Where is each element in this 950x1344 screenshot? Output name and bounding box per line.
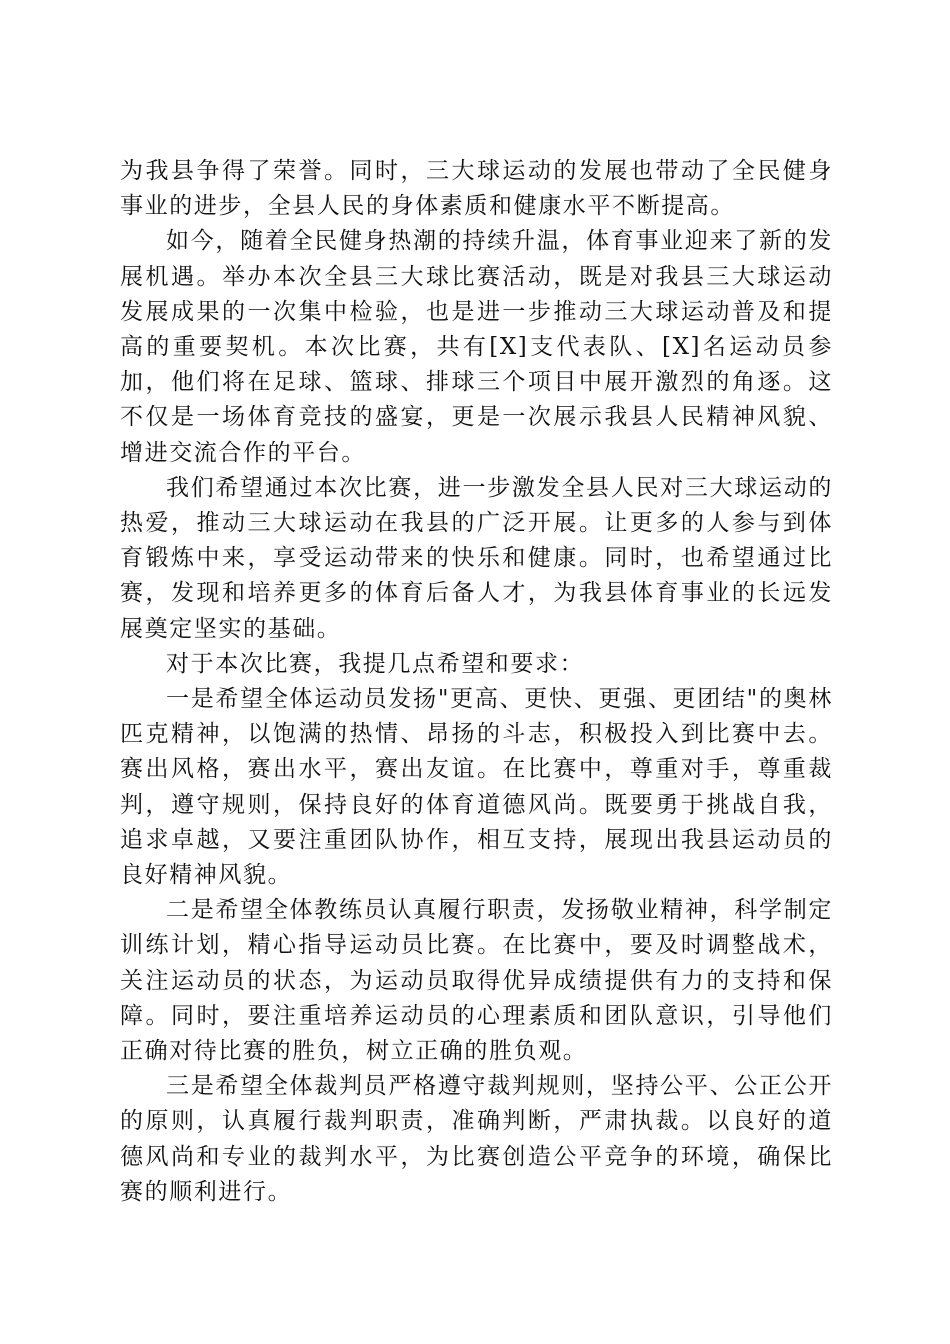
paragraph-2: 如今，随着全民健身热潮的持续升温，体育事业迎来了新的发展机遇。举办本次全县三大球比赛活动，既是对我县三大球运动发展成果的一次集中检验，也是进一步推动三大球运动普及和提高的重要契机。本次比赛，共有[X]支代表队、[X]名运动员参加，他们将在足球、篮球、排球三个项目中展开激烈的角逐。这不仅是一场体育竞技的盛宴，更是一次展示我县人民精神风貌、增进交流合作的平台。 [120, 228, 833, 466]
paragraph-1: 为我县争得了荣誉。同时，三大球运动的发展也带动了全民健身事业的进步，全县人民的身体素质和健康水平不断提高。 [120, 158, 833, 220]
paragraph-5: 一是希望全体运动员发扬"更高、更快、更强、更团结"的奥林匹克精神，以饱满的热情、昂扬的斗志，积极投入到比赛中去。赛出风格，赛出水平，赛出友谊。在比赛中，尊重对手，尊重裁判，遵守规则，保持良好的体育道德风尚。既要勇于挑战自我，追求卓越，又要注重团队协作，相互支持，展现出我县运动员的良好精神风貌。 [120, 686, 833, 889]
document-page [120, 154, 833, 1210]
paragraph-4: 对于本次比赛，我提几点希望和要求： [166, 650, 585, 677]
paragraph-6: 二是希望全体教练员认真履行职责，发扬敬业精神，科学制定训练计划，精心指导运动员比赛。在比赛中，要及时调整战术，关注运动员的状态，为运动员取得优异成绩提供有力的支持和保障。同时，要注重培养运动员的心理素质和团队意识，引导他们正确对待比赛的胜负，树立正确的胜负观。 [120, 897, 833, 1065]
paragraph-3: 我们希望通过本次比赛，进一步激发全县人民对三大球运动的热爱，推动三大球运动在我县的广泛开展。让更多的人参与到体育锻炼中来，享受运动带来的快乐和健康。同时，也希望通过比赛，发现和培养更多的体育后备人才，为我县体育事业的长远发展奠定坚实的基础。 [120, 474, 833, 642]
paragraph-7: 三是希望全体裁判员严格遵守裁判规则，坚持公平、公正公开的原则，认真履行裁判职责，准确判断，严肃执裁。以良好的道德风尚和专业的裁判水平，为比赛创造公平竞争的环境，确保比赛的顺利进行。 [120, 1073, 833, 1205]
